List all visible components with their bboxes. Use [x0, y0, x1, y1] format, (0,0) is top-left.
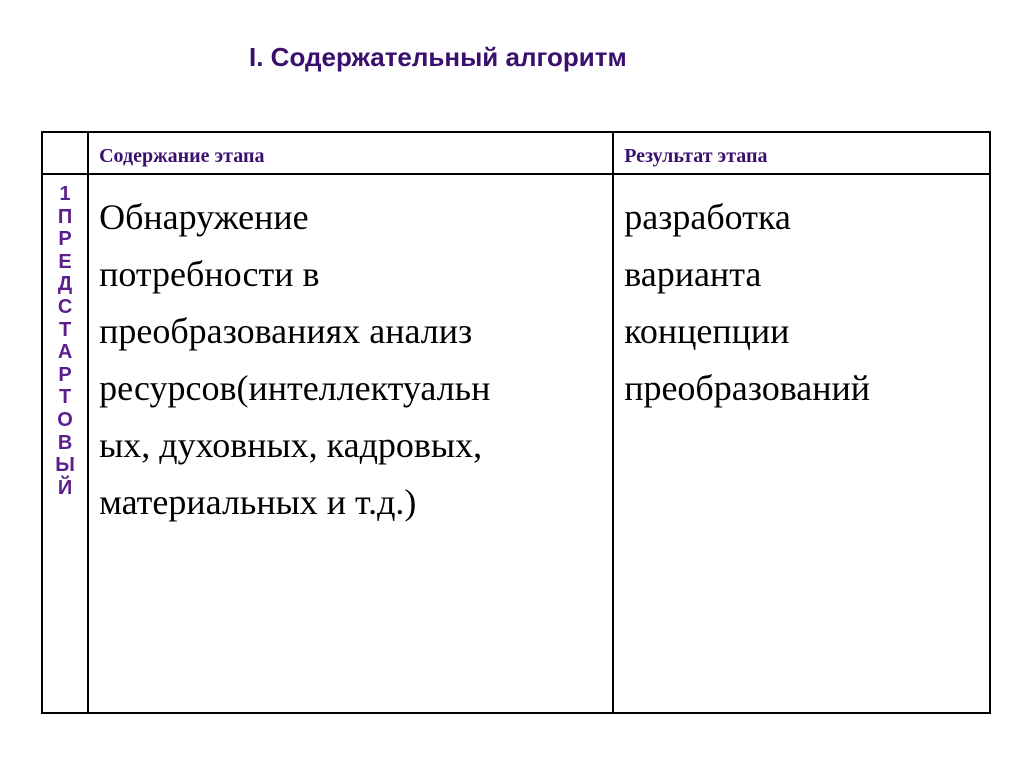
- content-line: материальных и т.д.): [99, 482, 417, 522]
- stage-letter: Р: [58, 228, 72, 251]
- stage-letter: Е: [58, 250, 72, 273]
- header-stage-cell: [42, 132, 88, 174]
- stage-letter: С: [57, 295, 73, 318]
- table-row: [42, 174, 990, 713]
- stage-letter: П: [57, 205, 73, 228]
- stage-letter: Й: [57, 476, 73, 499]
- stage-letter: Т: [58, 318, 72, 341]
- stage-letter: А: [57, 341, 73, 364]
- header-content-cell: [88, 132, 613, 174]
- result-line: разработка: [624, 197, 791, 237]
- header-result-cell: [613, 132, 990, 174]
- content-line: потребности в: [99, 254, 320, 294]
- result-cell: [613, 174, 990, 713]
- content-line: Обнаружение: [99, 197, 309, 237]
- result-line: варианта: [624, 254, 762, 294]
- result-line: концепции: [624, 311, 790, 351]
- stage-letter: Р: [58, 363, 72, 386]
- stage-letter: Ы: [55, 454, 75, 477]
- stage-letter: Т: [58, 386, 72, 409]
- result-line: преобразований: [624, 368, 871, 408]
- stage-letter: Д: [57, 273, 73, 296]
- header-result-label: Результат этапа: [624, 145, 768, 167]
- stage-number: 1: [59, 183, 71, 205]
- content-line: преобразованиях анализ: [99, 311, 473, 351]
- slide-title: I. Содержательный алгоритм: [249, 42, 627, 72]
- content-cell: [88, 174, 613, 713]
- stage-letter: О: [57, 408, 73, 431]
- stage-letter: В: [57, 431, 73, 454]
- stage-cell: [42, 174, 88, 713]
- content-line: ресурсов(интеллектуальн: [99, 368, 491, 408]
- algorithm-table: [41, 131, 991, 714]
- table-header-row: [42, 132, 990, 174]
- content-line: ых, духовных, кадровых,: [99, 425, 483, 465]
- header-content-label: Содержание этапа: [99, 145, 265, 167]
